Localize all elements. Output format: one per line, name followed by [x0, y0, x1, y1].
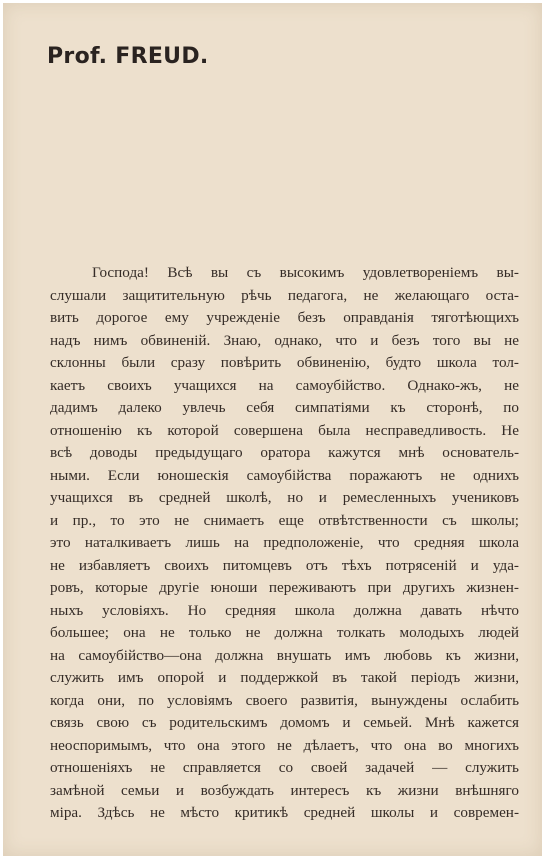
author-heading: Prof. FREUD.	[47, 44, 209, 69]
text-line: отношеніяхъ не справляется со своей задачей — служить	[50, 759, 519, 776]
text-line: всѣ доводы предыдущаго оратора кажутся мнѣ основатель-	[50, 444, 519, 461]
text-line: ными. Если юношескія самоубійства поражаютъ не однихъ	[50, 466, 519, 484]
text-line: на самоубійство—она должна внушать имъ любовь къ жизни,	[50, 646, 519, 664]
text-line: ровъ, которые другіе юноши переживаютъ при другихъ жизнен-	[50, 579, 519, 596]
text-line: служить имъ опорой и поддержкой въ такой періодъ жизни,	[50, 669, 519, 686]
text-line: учащихся въ средней школѣ, но и ремесленныхъ учениковъ	[50, 489, 519, 506]
text-line: отношенію къ которой совершена была несправедливость. Не	[50, 421, 519, 439]
text-line: ныхъ условіяхъ. Но средняя школа должна давать нѣчто	[50, 601, 519, 619]
text-line: и пр., то это не снимаетъ еще отвѣтственности съ школы;	[50, 511, 519, 529]
text-line: это наталкиваетъ лишь на предположеніе, что средняя школа	[50, 534, 519, 551]
text-line: большее; она не только не должна толкать молодыхъ людей	[50, 624, 519, 641]
book-page	[3, 3, 542, 856]
text-line: неоспоримымъ, что она этого не дѣлаетъ, что она во многихъ	[50, 736, 519, 754]
text-line: когда они, по условіямъ своего развитія, вынуждены ослабить	[50, 691, 519, 709]
text-line: вить дорогое ему учрежденіе безъ оправданія тяготѣющихъ	[50, 309, 519, 326]
text-line: склонны были сразу повѣрить обвиненію, будто школа тол-	[50, 354, 519, 371]
text-line: замѣной семьи и возбуждать интересъ къ жизни внѣшняго	[50, 781, 519, 799]
text-line: надъ нимъ обвиненій. Знаю, однако, что и безъ того вы не	[50, 331, 519, 349]
text-line: слушали защитительную рѣчь педагога, не желающаго оста-	[50, 286, 519, 304]
text-line: дадимъ далеко увлечь себя симпатіями къ сторонѣ, по	[50, 399, 519, 416]
text-line: каетъ своихъ учащихся на самоубійство. Однако-жъ, не	[50, 376, 519, 394]
text-line: міра. Здѣсь не мѣсто критикѣ средней школы и современ-	[50, 804, 519, 821]
text-line: связь свою съ родительскимъ домомъ и семьей. Мнѣ кажется	[50, 714, 519, 731]
text-line: Господа! Всѣ вы съ высокимъ удовлетвореніемъ вы-	[92, 264, 519, 281]
body-paragraph	[50, 262, 519, 825]
text-line: не избавляетъ своихъ питомцевъ отъ тѣхъ потрясеній и уда-	[50, 556, 519, 574]
